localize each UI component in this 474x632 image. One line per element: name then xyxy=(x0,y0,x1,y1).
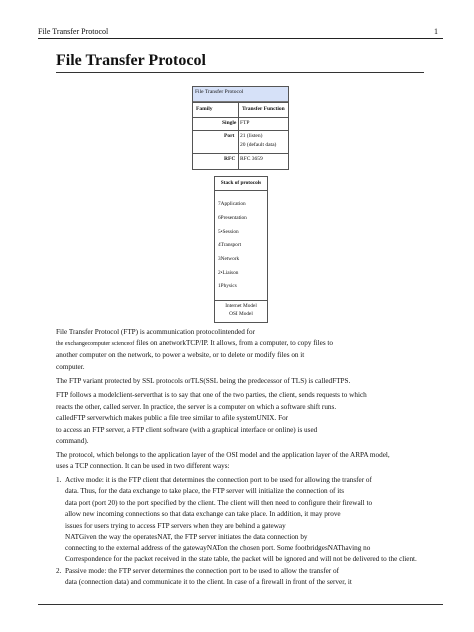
stack-layer-2: 2•Liaison xyxy=(218,270,239,276)
infobox-row-divider xyxy=(193,117,288,118)
paragraph-line: calledFTP serverwhich makes public a file tree similar to afile systemUNIX. For xyxy=(56,414,289,422)
infobox-port-value: 21 (listen) xyxy=(240,133,263,139)
paragraph-line xyxy=(56,338,333,350)
infobox-title-bar xyxy=(193,87,288,102)
infobox-family-label: Family xyxy=(196,106,213,112)
paragraph-line: to access an FTP server, a FTP client software (with a graphical interface or online) is used xyxy=(56,426,318,434)
infobox-single-label: Single xyxy=(222,120,237,126)
paragraph-line: The FTP variant protected by SSL protocols orTLS(SSL being the predecessor of TLS) is calledFTPS. xyxy=(56,377,351,385)
stack-footer-internet-model: Internet Model xyxy=(225,303,257,309)
stack-footer-divider xyxy=(215,300,267,301)
infobox-single-value: FTP xyxy=(240,120,250,126)
paragraph-line: computer. xyxy=(56,363,85,371)
paragraph-line: File Transfer Protocol (FTP) is acommunication protocolintended for xyxy=(56,328,256,336)
infobox-rfc-value: RFC 3659 xyxy=(240,156,263,162)
infobox-row-divider xyxy=(193,153,288,154)
list-item-line: data port (port 20) to the port specified by the client. The client will then need to configure their firewall to xyxy=(65,499,373,507)
article-title: File Transfer Protocol xyxy=(56,52,206,69)
infobox-port-value-2: 20 (default data) xyxy=(240,142,277,148)
list-number: 2. xyxy=(56,567,62,575)
infobox-title: File Transfer Protocol xyxy=(195,89,244,95)
list-item-line: issues for users trying to access FTP servers when they are behind a gateway xyxy=(65,522,286,530)
list-number: 1. xyxy=(56,476,62,484)
stack-layer-1: 1Physics xyxy=(218,283,237,289)
stack-footer-osi-model: OSI Model xyxy=(229,311,253,317)
stack-layer-5: 5•Session xyxy=(218,229,239,235)
page-number: 1 xyxy=(434,27,438,36)
stack-title-bar xyxy=(215,177,267,191)
list-item-line: connecting to the external address of the gatewayNATon the chosen port. Some footbridgesNAThaving no xyxy=(65,544,371,552)
stack-layer-7: 7Application xyxy=(218,201,246,207)
infobox-column-divider xyxy=(238,102,239,169)
list-item-line: Active mode: it is the FTP client that determines the connection port to be used for allowing the transfer of xyxy=(65,476,372,484)
running-header-title: File Transfer Protocol xyxy=(38,27,109,36)
paragraph-line: The protocol, which belongs to the application layer of the OSI model and the application layer of the ARPA model, xyxy=(56,451,390,459)
list-item-line: Correspondence for the packet received in the state table, the packet will be ignored and will not be delivered to the client. xyxy=(65,555,417,563)
list-item-line: allow new incoming connections so that data exchange can take place. In addition, it may prove xyxy=(65,510,341,518)
paragraph-line: command). xyxy=(56,437,89,445)
protocol-infobox xyxy=(192,86,289,170)
list-item-line: NATGiven the way the operatesNAT, the FTP server initiates the data connection by xyxy=(65,533,308,541)
list-item-line: Passive mode: the FTP server determines the connection port to be used to allow the transfer of xyxy=(65,567,339,575)
list-item-line: data. Thus, for the data exchange to take place, the FTP server will initialize the connection of its xyxy=(65,487,345,495)
stack-layer-3: 3Network xyxy=(218,256,240,262)
paragraph-line: reacts the other, called server. In practice, the server is a computer on which a software shift runs. xyxy=(56,403,337,411)
stack-title: Stack of protocols xyxy=(220,180,262,186)
footer-divider xyxy=(38,604,443,605)
list-item-line: data (connection data) and communicate it to the client. In case of a firewall in front of the server, it xyxy=(65,578,352,586)
infobox-row-divider xyxy=(193,102,288,103)
header-divider xyxy=(38,38,443,39)
title-divider xyxy=(56,72,424,73)
infobox-family-value: Transfer Function xyxy=(242,106,285,112)
protocol-stack-box xyxy=(214,176,268,323)
infobox-row-divider xyxy=(193,130,288,131)
paragraph-line: another computer on the network, to power a website, or to delete or modify files on it xyxy=(56,351,305,359)
infobox-port-label: Port xyxy=(224,133,235,139)
infobox-rfc-label: RFC xyxy=(224,156,236,162)
stack-layer-4: 4Transport xyxy=(218,242,242,248)
paragraph-line: FTP follows a modelclient-serverthat is to say that one of the two parties, the client, sends requests to which xyxy=(56,391,367,399)
paragraph-line-rest: files on anetworkTCP/IP. It allows, from a computer, to copy files to xyxy=(134,339,334,347)
paragraph-line: uses a TCP connection. It can be used in two different ways: xyxy=(56,462,230,470)
paragraph-line-small: the exchangecomputer scienceof xyxy=(56,341,135,347)
stack-layer-6: 6Presentation xyxy=(218,215,247,221)
